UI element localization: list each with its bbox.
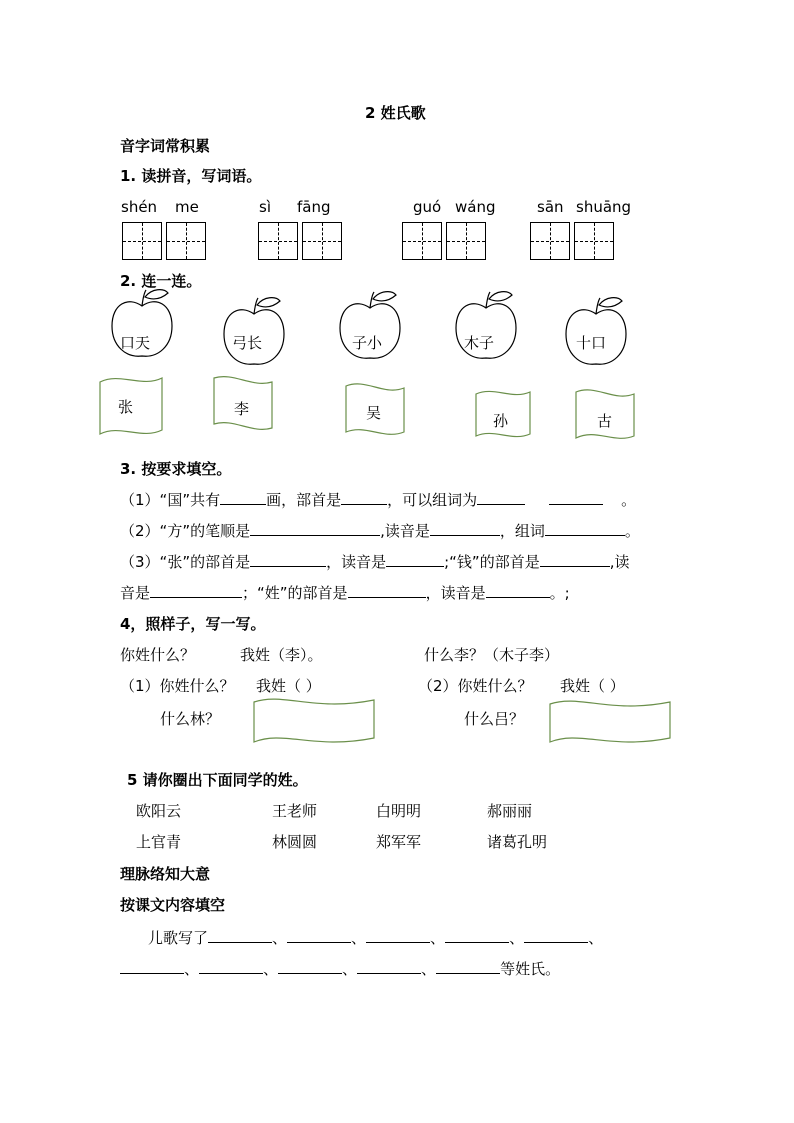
- answer-blank[interactable]: [250, 521, 380, 536]
- pinyin-label: shuāng: [576, 198, 632, 216]
- answer-blank[interactable]: [150, 583, 242, 598]
- answer-blank[interactable]: [341, 490, 387, 505]
- question-6-heading: 按课文内容填空: [120, 896, 226, 914]
- answer-blank[interactable]: [524, 928, 588, 943]
- item-answer[interactable]: 我姓（ ）: [560, 677, 625, 695]
- fill-line: 、 、 、 、 等姓氏。: [120, 958, 560, 979]
- apple-text: 十口: [576, 334, 607, 352]
- example-question: 你姓什么？: [120, 646, 196, 664]
- writing-grid-box[interactable]: [574, 222, 614, 260]
- writing-grid-box[interactable]: [122, 222, 162, 260]
- answer-blank[interactable]: [220, 490, 266, 505]
- pinyin-label: sì: [259, 198, 271, 216]
- fill-line: 音是 ；“姓”的部首是 ，读音是 。;: [120, 584, 570, 602]
- name-item[interactable]: 王老师: [272, 802, 318, 820]
- apple-text: 弓长: [232, 334, 263, 352]
- writing-grid-box[interactable]: [166, 222, 206, 260]
- pinyin-label: wáng: [455, 198, 496, 216]
- answer-banner[interactable]: [252, 696, 376, 746]
- writing-grid-box[interactable]: [258, 222, 298, 260]
- name-item[interactable]: 郑军军: [376, 833, 422, 851]
- fill-line: 儿歌写了 、 、 、 、 、: [148, 929, 604, 947]
- flag-text: 吴: [366, 404, 382, 422]
- writing-grid-box[interactable]: [530, 222, 570, 260]
- flag-text: 古: [597, 412, 613, 430]
- question-4-heading: 4，照样子，写一写。: [120, 615, 266, 633]
- answer-blank[interactable]: [540, 552, 610, 567]
- name-item[interactable]: 郝丽丽: [487, 802, 533, 820]
- answer-blank[interactable]: [486, 583, 550, 598]
- answer-blank[interactable]: [386, 552, 444, 567]
- example-answer: 我姓（李）。: [240, 646, 323, 664]
- answer-blank[interactable]: [199, 959, 263, 974]
- item-reply: 什么林？: [160, 710, 221, 728]
- answer-blank[interactable]: [430, 521, 500, 536]
- question-1-heading: 1. 读拼音，写词语。: [120, 167, 262, 185]
- question-2-heading: 2. 连一连。: [120, 272, 202, 290]
- name-item[interactable]: 林圆圆: [272, 833, 318, 851]
- fill-line: （3）“张”的部首是 ，读音是 ;“钱”的部首是 ,读: [120, 553, 630, 571]
- answer-blank[interactable]: [445, 928, 509, 943]
- writing-grid-box[interactable]: [402, 222, 442, 260]
- answer-blank[interactable]: [357, 959, 421, 974]
- answer-blank[interactable]: [287, 928, 351, 943]
- page-title: 2 姓氏歌: [365, 104, 426, 122]
- name-item[interactable]: 欧阳云: [136, 802, 182, 820]
- name-item[interactable]: 白明明: [376, 802, 422, 820]
- item-answer[interactable]: 我姓（ ）: [256, 677, 321, 695]
- answer-blank[interactable]: [436, 959, 500, 974]
- pinyin-label: shén: [121, 198, 158, 216]
- answer-blank[interactable]: [250, 552, 326, 567]
- pinyin-label: me: [175, 198, 199, 216]
- section-heading: 音字词常积累: [120, 137, 211, 155]
- question-3-heading: 3. 按要求填空。: [120, 460, 232, 478]
- pinyin-label: guó: [413, 198, 442, 216]
- flag-text: 孙: [493, 412, 509, 430]
- pinyin-label: fāng: [297, 198, 331, 216]
- answer-blank[interactable]: [348, 583, 426, 598]
- item-question: （1）你姓什么？: [120, 677, 235, 695]
- apple-text: 口天: [120, 334, 151, 352]
- answer-blank[interactable]: [120, 959, 184, 974]
- name-item[interactable]: 诸葛孔明: [487, 833, 548, 851]
- pinyin-label: sān: [537, 198, 564, 216]
- section-heading: 理脉络知大意: [120, 865, 211, 883]
- flag-text: 张: [118, 398, 134, 416]
- fill-line: （1）“国”共有 画，部首是 ，可以组词为 。: [120, 491, 637, 509]
- answer-blank[interactable]: [545, 521, 625, 536]
- answer-blank[interactable]: [477, 490, 525, 505]
- answer-blank[interactable]: [549, 490, 603, 505]
- answer-blank[interactable]: [278, 959, 342, 974]
- question-5-heading: 5 请你圈出下面同学的姓。: [127, 771, 308, 789]
- fill-line: （2）“方”的笔顺是 ,读音是 ，组词 。: [120, 522, 640, 540]
- answer-blank[interactable]: [208, 928, 272, 943]
- item-question: （2）你姓什么？: [418, 677, 533, 695]
- example-reply: 什么李？（木子李）: [424, 646, 560, 664]
- name-item[interactable]: 上官青: [136, 833, 182, 851]
- answer-banner[interactable]: [548, 698, 672, 746]
- item-reply: 什么吕？: [464, 710, 525, 728]
- answer-blank[interactable]: [366, 928, 430, 943]
- writing-grid-box[interactable]: [302, 222, 342, 260]
- writing-grid-box[interactable]: [446, 222, 486, 260]
- flag-text: 李: [234, 400, 250, 418]
- apple-text: 木子: [464, 334, 495, 352]
- apple-text: 子小: [352, 334, 383, 352]
